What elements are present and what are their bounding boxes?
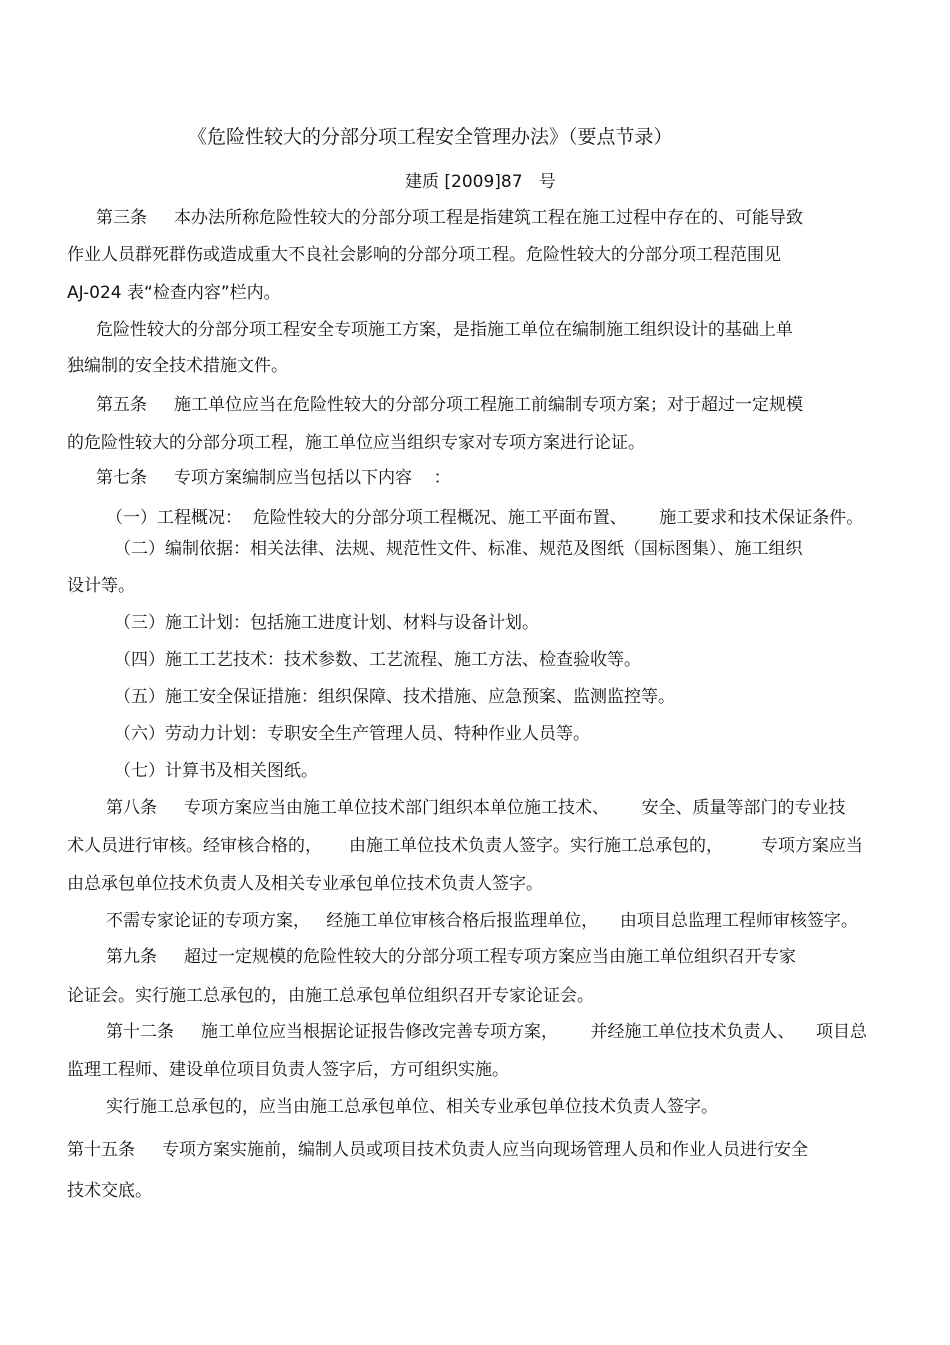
list-item: （四）施工工艺技术：技术参数、工艺流程、施工方法、检查验收等。 [114, 650, 641, 670]
paragraph-line: 危险性较大的分部分项工程安全专项施工方案，是指施工单位在编制施工组织设计的基础上单 [96, 320, 793, 340]
list-item: （三）施工计划：包括施工进度计划、材料与设备计划。 [114, 613, 539, 633]
document-number: 建质 [2009]87 号 [405, 172, 556, 192]
paragraph-line: 第九条 超过一定规模的危险性较大的分部分项工程专项方案应当由施工单位组织召开专家 [106, 947, 797, 967]
list-item: （二）编制依据：相关法律、法规、规范性文件、标准、规范及图纸（国标图集）、施工组织 [114, 539, 803, 559]
paragraph-line: 技术交底。 [67, 1181, 152, 1201]
paragraph-line: 第三条 本办法所称危险性较大的分部分项工程是指建筑工程在施工过程中存在的、可能导致 [96, 208, 804, 228]
list-item: （一）工程概况： 危险性较大的分部分项工程概况、施工平面布置、 施工要求和技术保证条件。 [106, 508, 864, 528]
paragraph-line: 由总承包单位技术负责人及相关专业承包单位技术负责人签字。 [67, 874, 543, 894]
list-item: （七）计算书及相关图纸。 [114, 761, 318, 781]
paragraph-line: 监理工程师、建设单位项目负责人签字后，方可组织实施。 [67, 1060, 509, 1080]
paragraph-line: 第十五条 专项方案实施前，编制人员或项目技术负责人应当向现场管理人员和作业人员进行安全 [67, 1140, 809, 1160]
paragraph-line: 的危险性较大的分部分项工程，施工单位应当组织专家对专项方案进行论证。 [67, 433, 645, 453]
list-item: （五）施工安全保证措施：组织保障、技术措施、应急预案、监测监控等。 [114, 687, 675, 707]
paragraph-line: 独编制的安全技术措施文件。 [67, 356, 288, 376]
paragraph-line: 术人员进行审核。经审核合格的， 由施工单位技术负责人签字。实行施工总承包的， 专项方案应当 [67, 836, 863, 856]
list-item: （六）劳动力计划：专职安全生产管理人员、特种作业人员等。 [114, 724, 590, 744]
paragraph-line: 第五条 施工单位应当在危险性较大的分部分项工程施工前编制专项方案；对于超过一定规模 [96, 395, 804, 415]
paragraph-line: 不需专家论证的专项方案， 经施工单位审核合格后报监理单位， 由项目总监理工程师审核签字。 [106, 911, 858, 931]
paragraph-line: AJ-024 表“检查内容”栏内。 [67, 283, 281, 303]
list-item-continuation: 设计等。 [67, 576, 135, 596]
paragraph-line: 第十二条 施工单位应当根据论证报告修改完善专项方案， 并经施工单位技术负责人、 项目总 [106, 1022, 868, 1042]
paragraph-line: 第七条 专项方案编制应当包括以下内容 ： [96, 468, 451, 488]
document-title: 《危险性较大的分部分项工程安全管理办法》（要点节录） [188, 126, 673, 148]
paragraph-line: 实行施工总承包的，应当由施工总承包单位、相关专业承包单位技术负责人签字。 [106, 1097, 718, 1117]
paragraph-line: 论证会。实行施工总承包的，由施工总承包单位组织召开专家论证会。 [67, 986, 594, 1006]
paragraph-line: 作业人员群死群伤或造成重大不良社会影响的分部分项工程。危险性较大的分部分项工程范围见 [67, 245, 781, 265]
paragraph-line: 第八条 专项方案应当由施工单位技术部门组织本单位施工技术、 安全、质量等部门的专业技 [106, 798, 846, 818]
